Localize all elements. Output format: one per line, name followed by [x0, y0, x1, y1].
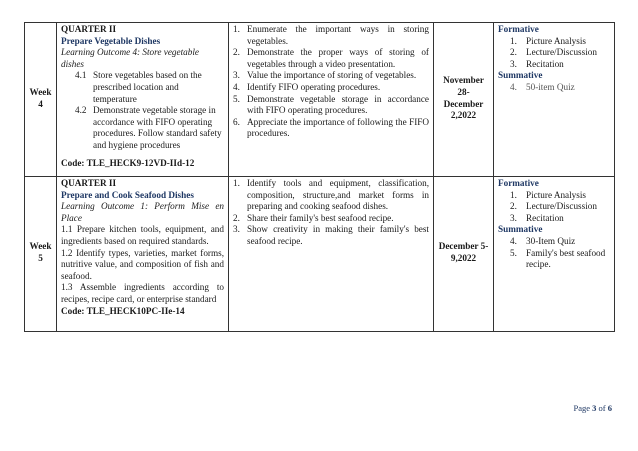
formative-list: [498, 190, 610, 225]
item-text: 50-item Quiz: [526, 81, 575, 92]
sub-competency: [75, 70, 224, 105]
item-text: Share their family's best seafood recipe.: [247, 212, 394, 223]
summative-heading: Summative: [498, 224, 543, 235]
list-item: [510, 248, 610, 271]
item-number: 2.: [233, 212, 240, 223]
lesson-title: Prepare and Cook Seafood Dishes: [61, 189, 194, 200]
week-cell: [25, 23, 57, 177]
item-text: Lecture/Discussion: [526, 47, 597, 58]
item-number: 1.: [233, 24, 240, 34]
item-number: 1.: [510, 35, 517, 46]
item-number: 6.: [233, 116, 240, 127]
competency-paragraph: 1.1 Prepare kitchen tools, equipment, and ingredients based on required standards.: [61, 224, 224, 246]
list-item: [510, 213, 610, 225]
date-cell: [434, 23, 494, 177]
list-item: [233, 224, 429, 247]
formative-list: [498, 36, 610, 71]
table-row: [25, 177, 615, 332]
item-number: 3.: [510, 58, 517, 69]
list-item: [510, 190, 610, 202]
current-page: 3: [592, 403, 597, 413]
competency-cell: [57, 23, 229, 177]
item-text: Show creativity in making their family's best seafood recipe.: [247, 224, 429, 246]
summative-list: [498, 236, 610, 271]
competency-code: Code: TLE_HECK10PC-IIe-14: [61, 305, 185, 316]
sub-competency-number: 4.2: [75, 105, 87, 116]
item-text: Family's best seafood recipe.: [526, 247, 606, 270]
assessment-cell: [494, 23, 615, 177]
quarter-label: QUARTER II: [61, 24, 117, 34]
item-text: Picture Analysis: [526, 189, 586, 200]
week-label: Week 5: [29, 241, 52, 263]
list-item: [233, 94, 429, 117]
item-text: Recitation: [526, 212, 564, 223]
list-item: [510, 47, 610, 59]
item-text: 30-Item Quiz: [526, 235, 576, 246]
list-item: [510, 201, 610, 213]
item-text: Demonstrate vegetable storage in accordance with FIFO operating procedures.: [247, 93, 429, 116]
page-number: [574, 403, 613, 413]
item-number: 3.: [233, 224, 240, 235]
item-number: 2.: [233, 47, 240, 58]
list-item: [510, 36, 610, 48]
page-of: of: [598, 403, 606, 413]
competency-paragraph: 1.3 Assemble ingredients according to recipes, recipe card, or enterprise standard: [61, 282, 224, 304]
item-text: Value the importance of storing of vegetables.: [247, 70, 417, 81]
quarter-label: QUARTER II: [61, 178, 117, 188]
item-text: Enumerate the important ways in storing vegetables.: [247, 24, 429, 46]
list-item: [233, 47, 429, 70]
list-item: [233, 178, 429, 213]
summative-heading: Summative: [498, 70, 543, 81]
item-number: 4.: [510, 235, 517, 246]
date-range: November 28- December 2,2022: [443, 75, 484, 121]
sub-competency: [75, 105, 224, 151]
list-item: [510, 82, 610, 94]
learning-outcome: Learning Outcome 1: Perform Mise en Place: [61, 201, 224, 223]
item-number: 2.: [510, 47, 517, 58]
objectives-list: [233, 178, 429, 248]
item-number: 5.: [510, 247, 517, 258]
summative-list: [498, 82, 610, 94]
learning-outcome: Learning Outcome 4: Store vegetable dishes: [61, 47, 199, 69]
date-range: December 5-9,2022: [438, 241, 489, 263]
item-number: 2.: [510, 201, 517, 212]
item-text: Identify tools and equipment, classification, composition, structure,and market forms in preparing and cooking seafood dishes.: [247, 178, 429, 212]
item-text: Appreciate the importance of following the FIFO procedures.: [247, 116, 429, 139]
item-text: Recitation: [526, 58, 564, 69]
list-item: [233, 117, 429, 140]
assessment-cell: [494, 177, 615, 332]
list-item: [510, 236, 610, 248]
item-number: 3.: [510, 212, 517, 223]
item-text: Picture Analysis: [526, 35, 586, 46]
list-item: [233, 70, 429, 82]
item-number: 1.: [510, 189, 517, 200]
sub-competency-text: Store vegetables based on the prescribed location and temperature: [93, 70, 202, 104]
formative-heading: Formative: [498, 24, 539, 34]
list-item: [510, 59, 610, 71]
item-number: 5.: [233, 93, 240, 104]
week-label: Week 4: [29, 86, 52, 109]
list-item: [233, 24, 429, 47]
lesson-plan-table: [24, 22, 615, 332]
competency-cell: [57, 177, 229, 332]
item-text: Identify FIFO operating procedures.: [247, 81, 381, 92]
objectives-cell: [229, 177, 434, 332]
item-text: Demonstrate the proper ways of storing of vegetables through a video presentation.: [247, 47, 429, 69]
competency-paragraph: 1.2 Identify types, varieties, market forms, nutritive value, and composition of fish and seafood.: [61, 247, 224, 281]
objectives-list: [233, 24, 429, 140]
item-text: Lecture/Discussion: [526, 201, 597, 212]
item-number: 4.: [233, 81, 240, 92]
sub-competency-text: Demonstrate vegetable storage in accordance with FIFO operating procedures. Follow standard safety and hygiene procedures: [93, 105, 222, 150]
item-number: 1.: [233, 178, 240, 188]
lesson-title: Prepare Vegetable Dishes: [61, 35, 161, 46]
objectives-cell: [229, 23, 434, 177]
formative-heading: Formative: [498, 178, 539, 188]
total-pages: 6: [607, 403, 612, 413]
item-number: 3.: [233, 70, 240, 81]
table-row: [25, 23, 615, 177]
list-item: [233, 213, 429, 225]
page-prefix: Page: [573, 403, 591, 413]
item-number: 4.: [510, 81, 517, 92]
sub-competency-number: 4.1: [75, 70, 87, 81]
competency-code: Code: TLE_HECK9-12VD-IId-12: [61, 157, 195, 168]
list-item: [233, 82, 429, 94]
week-cell: [25, 177, 57, 332]
date-cell: [434, 177, 494, 332]
